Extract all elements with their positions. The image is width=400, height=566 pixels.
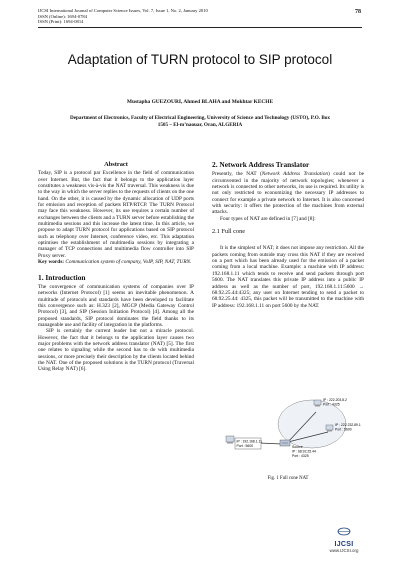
logo-wordmark: IJCSI	[334, 541, 354, 548]
nat-heading: 2. Network Address Translator	[212, 160, 310, 169]
abstract-text: Today, SIP is a protocol par Excellence in the field of communication over Internet. But, the fact that it belongs to the application layer constitutes a weakness vis-à-vis the NAT traversal. This weakness is due to the way in which the server replies to the requests of clients on the one hand. On the other, it is caused by the dynamic allocation of UDP ports for emission and reception of packets RTP/RTCP. The TURN Protocol may face this weakness. However, its use requires a certain number of exchanges between the clients and a TURN server before establishing the multimedia sessions and this increase the latent time. In this article, we propose to adapt TURN protocol for applications based on SIP protocol such as telephony over Internet, conference video, etc. This adaptation optimises the establishment of multimedia sessions by integrating a manager of TCP connections and multimedia flow controller into SIP Proxy server.	[38, 170, 194, 259]
nat-p1-italic: Network Address Translation	[261, 171, 329, 178]
nat-router-icon	[280, 440, 290, 446]
host-b-icon	[326, 425, 333, 432]
nat-source-ip: IP : 68.92.25.44	[292, 449, 316, 454]
host-a-ip: IP : 222.203.8.2	[323, 398, 347, 402]
nat-paragraph-2: Four types of NAT are defined in [7] and [8]:	[220, 215, 316, 222]
nat-p1-end: ) could not be circumvented in the majority of network topologies; whenever a network is connected to other networks, its use is required. Its utility is not only restricted to economizing the necessary IP addresses to connect for example a private network to Internet. It is also concerned with security: it offers the protection of the machines from external attacks.	[212, 171, 364, 216]
full-cone-nat-diagram	[212, 394, 364, 466]
nat-source-port: Port : 4325	[292, 454, 309, 458]
local-host-port: Port : 5600	[236, 444, 254, 448]
journal-header	[38, 8, 208, 25]
host-b-port: Port : 5600	[335, 427, 352, 432]
page-number: 78	[355, 9, 361, 15]
header-rule	[38, 27, 362, 28]
keywords-label: Key words:	[38, 259, 65, 266]
journal-url: www.IJCSI.org	[329, 548, 359, 553]
abstract-heading: Abstract	[104, 161, 128, 168]
issn-online: ISSN (Online): 1694-0784	[38, 13, 87, 19]
journal-line: IJCSI International Journal of Computer Science Issues, Vol. 7, Issue 1, No. 2, January 2010	[38, 8, 208, 13]
full-cone-paragraph: It is the simplest of NAT; it does not impose any restriction. All the packets coming from outside may cross this NAT if they are received on a port which has been already used for the emission of a packet coming from a local machine. Example: a machine with IP address: 192.168.1.11 which tends to receive and send packets through port 5600. The NAT translates this private IP address into a public IP address as well as the number of port, 192.168.1.11:5600 → 68.92.25.44:4325; any user on Internet tending to send a packet to 68.92.25.44: 4325, this packet will be transmitted to the machine with IP address: 192.168.1.11 on port 5600 by the NAT.	[212, 245, 364, 309]
ijcsi-logo	[318, 523, 370, 553]
keywords	[38, 259, 194, 265]
issn-print: ISSN (Print): 1694-0814	[38, 19, 84, 25]
paper-authors: Mustapha GUEZOURI, Ahmed BLAHA and Mokhtar KECHE	[126, 99, 274, 105]
intro-paragraph-2: SIP is certainly the current leader but not a miracle protocol. However, the fact that it belongs to the application layer causes two major problems with the network address translator (NAT) [5]. The first one relates to signaling while the second has to do with multimedia sessions, or more precisely their description by the clients located behind the NAT. One of the proposed solutions is the TURN protocol (Traversal Using Relay NAT) [6].	[38, 328, 194, 373]
host-b-ip: IP : 222.232.89.1	[335, 423, 361, 427]
paper-affiliation: Department of Electronics, Faculty of Electrical Engineering, University of Science and Technology (USTO), P.O. Box 1505 – El-m’naouar, Oran, ALGERIA	[70, 115, 330, 128]
nat-source-label: Source	[292, 445, 303, 449]
host-a-icon	[314, 400, 321, 407]
intro-paragraph-1: The convergence of communication systems of companies over IP networks (Internet Protocol) [1] seems an inevitable phenomenon. A multitude of protocols and standards have been developed to facilitate this convergence such as: H.323 [2], MGCP (Media Gateway Control Protocol) [3], and SIP (Session Initiation Protocol) [4]. Among all the proposed standards, SIP protocol dominates the field thanks to its manageable use and facility of integration in the platforms.	[38, 283, 194, 328]
local-host-ip: IP : 192.168.1.11	[236, 439, 263, 444]
intro-heading: 1. Introduction	[38, 272, 86, 282]
keywords-text: Communication system of company, VoIP, SIP, NAT, TURN.	[65, 259, 192, 266]
nat-p1-start: Presently, the NAT (	[212, 171, 262, 178]
left-column	[38, 162, 194, 373]
right-column	[212, 162, 364, 309]
paper-title: Adaptation of TURN protocol to SIP protocol	[67, 52, 333, 67]
figure-caption: Fig. 1 Full cone NAT	[267, 476, 309, 481]
local-host-icon	[226, 436, 234, 444]
nat-paragraph-1	[212, 171, 364, 215]
host-a-port: Port : 4325	[323, 402, 340, 407]
full-cone-heading: 2.1 Full cone	[212, 228, 246, 236]
logo-globe-icon	[337, 527, 351, 536]
